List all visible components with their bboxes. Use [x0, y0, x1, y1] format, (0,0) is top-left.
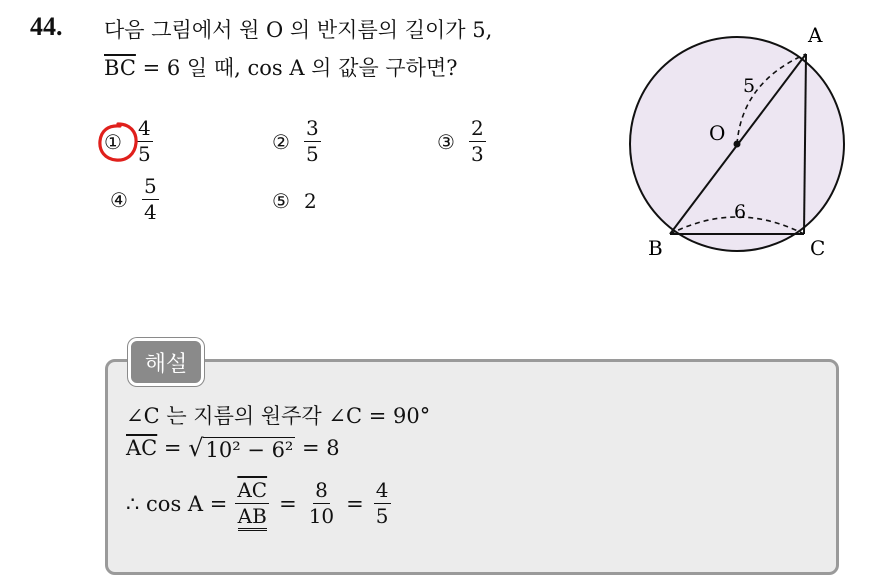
choice-2[interactable] — [272, 118, 321, 165]
choice-4-number: ④ — [110, 187, 128, 212]
equals-1: = — [279, 491, 297, 516]
circle-figure — [610, 20, 870, 270]
selected-circle-mark — [96, 120, 140, 164]
chord-length-label: 6 — [734, 201, 747, 223]
square-root — [188, 434, 295, 462]
line-2-result: = 8 — [295, 436, 340, 460]
line-2-equals: = — [157, 436, 189, 460]
radicand: 10² − 6² — [205, 438, 294, 462]
question-line-2-rest: = 6 일 때, cos A 의 값을 구하면? — [135, 56, 458, 80]
radius-label: 5 — [743, 75, 756, 97]
fraction-8-10 — [307, 480, 336, 527]
choice-1-denominator: 5 — [137, 142, 151, 166]
equals-2: = — [346, 491, 364, 516]
choice-4-denominator: 4 — [143, 200, 157, 224]
label-c: C — [810, 236, 826, 260]
choice-3[interactable] — [437, 118, 486, 165]
label-o: O — [709, 121, 726, 145]
solution-line-1: ∠C 는 지름의 원주각 ∠C = 90° — [126, 404, 431, 428]
label-b: B — [648, 236, 663, 260]
choice-2-numerator: 3 — [305, 116, 319, 140]
solution-box — [105, 359, 839, 575]
choice-4-fraction — [142, 176, 159, 223]
choice-2-number: ② — [272, 129, 290, 154]
choice-5[interactable] — [272, 189, 317, 213]
radical-sign: √ — [188, 434, 204, 462]
choice-1-numerator: 4 — [137, 116, 151, 140]
label-a: A — [808, 23, 823, 47]
solution-line-3 — [126, 480, 401, 527]
choice-3-fraction — [469, 118, 486, 165]
choice-3-numerator: 2 — [470, 116, 484, 140]
choice-3-denominator: 3 — [470, 142, 484, 166]
choice-2-denominator: 5 — [305, 142, 319, 166]
fraction-ac-ab — [235, 480, 269, 527]
segment-bc: $\overline{BC}$ — [104, 56, 136, 80]
question-line-1: 다음 그림에서 원 O 의 반지름의 길이가 5, — [104, 18, 493, 42]
choice-4[interactable] — [110, 176, 159, 223]
segment-ac: $\overline{AC}$ — [126, 436, 158, 460]
fraction-10: 10 — [308, 504, 335, 528]
choice-2-fraction — [304, 118, 321, 165]
fraction-8: 8 — [315, 478, 328, 502]
fraction-5: 5 — [375, 504, 389, 528]
choice-3-number: ③ — [437, 129, 455, 154]
choice-1[interactable] — [104, 118, 153, 165]
choice-5-number: ⑤ — [272, 189, 290, 213]
choice-1-label: ① — [104, 129, 122, 154]
solution-line-2 — [126, 434, 340, 462]
fraction-ac: $\overline{AC}$ — [237, 478, 268, 502]
question-number: 44. — [30, 12, 63, 41]
fraction-ab: AB — [238, 504, 267, 531]
question-line-2 — [104, 52, 458, 82]
fraction-4: 4 — [375, 478, 389, 502]
choice-1-number — [104, 130, 122, 154]
solution-tag: 해설 — [128, 338, 204, 386]
fraction-4-5 — [374, 480, 391, 527]
choice-4-numerator: 5 — [143, 174, 157, 198]
choice-5-value: 2 — [303, 189, 317, 213]
line-3-prefix: ∴ cos A = — [126, 491, 228, 516]
